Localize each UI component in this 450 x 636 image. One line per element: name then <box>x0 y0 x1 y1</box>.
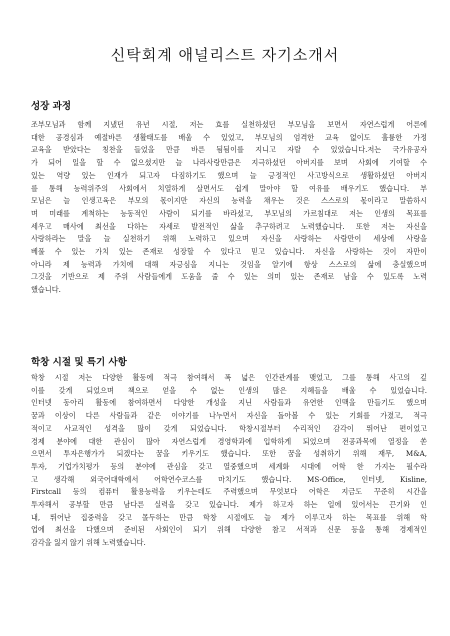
body-text-line: 대한 공경심과 예절바른 생활태도를 배울 수 있었고, 부모님의 엄격한 교육 없이도 훌륭한 가정 <box>31 132 427 142</box>
body-text-line: 이를 갖게 되었으며 책으로 얻을 수 없는 인생의 많은 지혜들을 배울 수 있었습니다. <box>31 385 427 395</box>
body-text-line: 내, 뛰어난 집중력을 갖고 몰두하는 만큼 학창 시절에도 늘 제가 이루고자 하는 목표를 위해 학 <box>31 512 427 522</box>
body-text-line: 있는 역량 있는 인재가 되고자 다짐하기도 했으며 늘 긍정적인 사고방식으로 생활하셨던 아버지 <box>31 170 427 180</box>
body-text-line: 으면서 투자은행가가 되겠다는 꿈을 키우기도 했습니다. 또한 꿈을 성취하기 위해 재무, M&A, <box>31 449 427 459</box>
body-text-line: 업에 최선을 다했으며 준비된 사회인이 되기 위해 다양한 참고 서적과 신문 등을 통해 경제적인 <box>31 525 427 535</box>
section-body-growth <box>31 119 427 297</box>
body-text-line: 며 미래를 계척하는 능동적인 사람이 되기를 바라셨고, 부모님의 가르침대로 저는 인생의 목표를 <box>31 208 427 218</box>
section-heading-growth: 성장 과정 <box>31 101 72 112</box>
body-text-line: 사랑하라는 말을 늘 실천하기 위해 노력하고 있으며 자신을 사랑하는 사람만이 세상에 사랑을 <box>31 234 427 244</box>
body-text-line: 감각을 잃지 않기 위해 노력했습니다. <box>31 538 146 548</box>
body-text-line: 를 통해 능력위주의 사회에서 치열하게 살면서도 쉽게 말아야 할 여유를 배우기도 했습니다. 부 <box>31 183 427 193</box>
body-text-line: 적이고 사교적인 성격을 많이 갖게 되었습니다. 학창시절부터 수리적인 감각이 뛰어난 편이었고 <box>31 423 427 433</box>
body-text-line: 꿈과 이상이 다른 사람들과 같은 이야기를 나누면서 자신을 돌아볼 수 있는 기회를 가졌고, 적극 <box>31 411 427 421</box>
document-title: 신탁회계 애널리스트 자기소개서 <box>110 46 340 64</box>
body-text-line: 아니라 제 능력과 가치에 대해 자긍심을 지니는 것임을 알기에 항상 스스로의 삶에 충실했으며 <box>31 259 427 269</box>
body-text-line: 세우고 매사에 최선을 다하는 자세로 발전적인 삶을 추구하려고 노력했습니다. 또한 저는 자신을 <box>31 221 427 231</box>
section-heading-school: 학창 시절 및 특기 사항 <box>31 357 127 368</box>
body-text-line: 인터넷 동아리 활동에 참여하면서 다양한 개성을 지닌 사람들과 유연한 인맥을 만들기도 했으며 <box>31 398 427 408</box>
body-text-line: 투자해서 공부할 만큼 남다른 실력을 갖고 있습니다. 제가 하고자 하는 일에 있어서는 끈기와 인 <box>31 500 427 510</box>
body-text-line: 모님은 늘 인생고육은 부모의 몫이지만 자신의 능력을 채우는 것은 스스로의 몫이라고 말씀하시 <box>31 196 427 206</box>
body-text-line: 학창 시절 저는 다양한 활동에 적극 참여해서 폭 넓은 인간관계를 맺었고, 그를 통해 사고의 깊 <box>31 373 427 382</box>
body-text-line: 교육을 받았다는 칭찬을 들었을 만큼 바른 됨됨이를 지니고 자랄 수 있었습니다.저는 국가유공자 <box>31 145 427 155</box>
body-text-line: 했습니다. <box>31 285 61 295</box>
body-text-line: Firstcall 등의 컴퓨터 활용능력을 키우는데도 주력했으며 무엇보다 어학은 지금도 꾸준히 시간을 <box>31 487 427 497</box>
body-text-line: 고 생각해 외국어대학에서 어학연수코스를 마치기도 했습니다. MS-Office, 인터넷, Kisline, <box>31 474 427 484</box>
body-text-line: 경제 분야에 대한 관심이 많아 자연스럽게 경영학과에 입학하게 되었으며 전공과목에 열정을 쏟 <box>31 436 427 446</box>
body-text-line: 그것을 기반으로 제 주위 사람들에게 도움을 줄 수 있는 의미 있는 존재로 남을 수 있도록 노력 <box>31 272 427 282</box>
section-body-school <box>31 372 427 550</box>
body-text-line: 조부모님과 함께 지냈던 유년 시절, 저는 효를 실천하셨던 부모님을 보면서 자연스럽게 어른에 <box>31 120 427 129</box>
body-text-line: 투자, 기업가치평가 등의 분야에 관심을 갖고 열중했으며 세계화 시대에 어학 한 가지는 필수라 <box>31 461 427 471</box>
body-text-line: 가 되어 일을 할 수 없으셨지만 늘 나라사랑만큼은 지극하셨던 아버지를 보며 사회에 기여할 수 <box>31 158 427 168</box>
body-text-line: 베풀 수 있는 가치 있는 존재로 성장할 수 있다고 믿고 있습니다. 자신을 사랑하는 것이 자만이 <box>31 247 427 257</box>
